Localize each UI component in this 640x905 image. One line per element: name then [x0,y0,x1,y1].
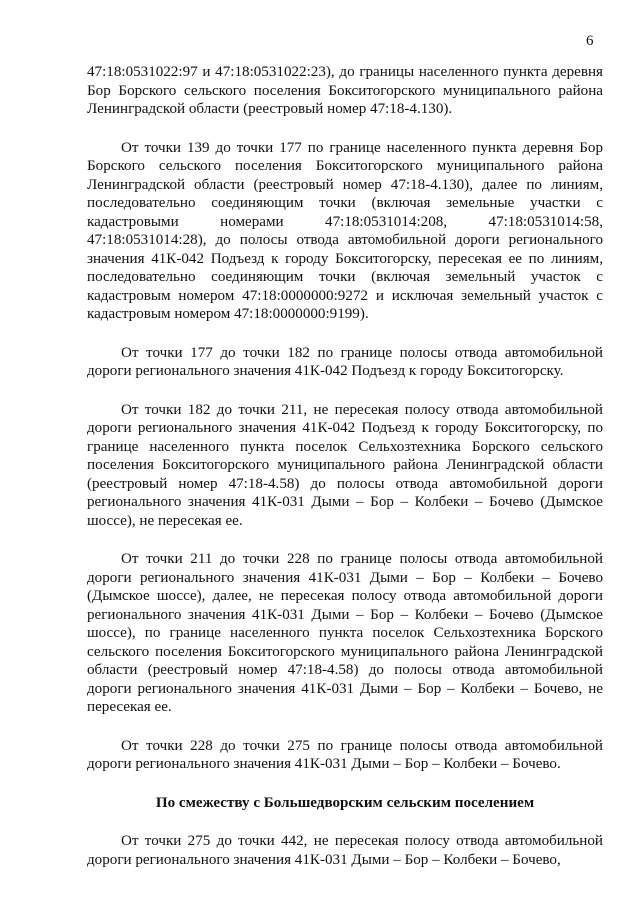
paragraph-points-182-211: От точки 182 до точки 211, не пересекая полосу отвода автомобильной дороги регионального значения 41К-042 Подъезд к городу Бокситогорску, по границе населенного пункта поселок Сельхозтехника Борского сельского поселения Бокситогорского муниципального района Ленинградской области (реестровый номер 47:18-4.58) до полосы отвода автомобильной дороги регионального значения 41К-031 Дыми – Бор – Колбеки – Бочево (Дымское шоссе), не пересекая ее. [87,401,603,529]
page-number: 6 [586,33,594,49]
paragraph-points-211-228: От точки 211 до точки 228 по границе полосы отвода автомобильной дороги регионального значения 41К-031 Дыми – Бор – Колбеки – Бочево (Дымское шоссе), далее, не пересекая полосу отвода автомобильной дороги регионального значения 41К-031 Дыми – Бор – Колбеки – Бочево (Дымское шоссе), по границе населенного пункта поселок Сельхозтехника Борского сельского поселения Бокситогорского муниципального района Ленинградской области (реестровый номер 47:18-4.58) до полосы отвода автомобильной дороги регионального значения 41К-031 Дыми – Бор – Колбеки – Бочево, не пересекая ее. [87,551,603,715]
paragraph-points-139-177: От точки 139 до точки 177 по границе населенного пункта деревня Бор Борского сельского поселения Бокситогорского муниципального района Ленинградской области (реестровый номер 47:18-4.130), далее по линиям, последовательно соединяющим точки (включая земельные участки с кадастровыми номерами 47:18:0531014:208, 47:18:0531014:58, 47:18:0531014:28), до полосы отвода автомобильной дороги регионального значения 41К-042 Подъезд к городу Бокситогорску, пересекая ее по линиям, последовательно соединяющим точки (включая земельный участок с кадастровым номером 47:18:0000000:9272 и исключая земельный участок с кадастровым номером 47:18:0000000:9199). [87,139,603,322]
paragraph-points-275-442: От точки 275 до точки 442, не пересекая полосу отвода автомобильной дороги регионального значения 41К-031 Дыми – Бор – Колбеки – Бочево, [87,833,603,868]
section-heading: По смежеству с Большедворским сельским поселением [155,794,535,811]
paragraph-points-177-182: От точки 177 до точки 182 по границе полосы отвода автомобильной дороги регионального значения 41К-042 Подъезд к городу Бокситогорску. [87,344,603,379]
paragraph-continuation: 47:18:0531022:97 и 47:18:0531022:23), до границы населенного пункта деревня Бор Борского сельского поселения Бокситогорского муниципального района Ленинградской области (реестровый номер 47:18-4.130). [87,64,603,117]
paragraph-points-228-275: От точки 228 до точки 275 по границе полосы отвода автомобильной дороги регионального значения 41К-031 Дыми – Бор – Колбеки – Бочево. [87,737,603,772]
document-body [87,63,603,889]
